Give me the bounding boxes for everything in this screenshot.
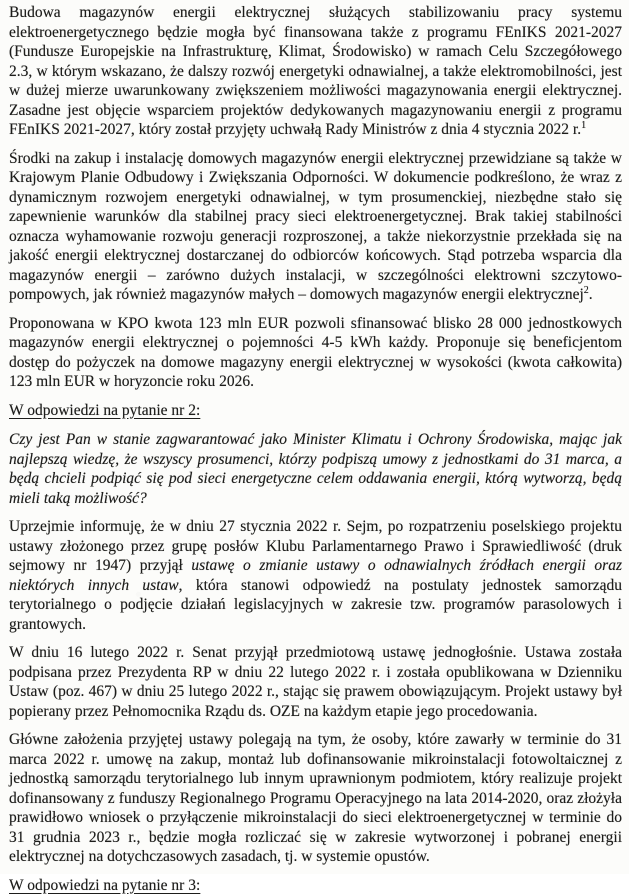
act-title-italic: ustawę o zmianie ustawy o odnawialnych źródłach energii oraz niektórych innych ustaw	[9, 557, 622, 594]
question-text: Czy jest Pan w stanie zagwarantować jako Minister Klimatu i Ochrony Środowiska, mając jak najlepszą wiedzę, że wszyscy prosumenci, którzy podpiszą umowy z jednostkami do 31 marca, a będą chcieli podpiąć się pod sieci energetyczne celem oddawania energii, którą wytworzą, będą mieli taką możliwość?	[9, 431, 622, 507]
heading-text: W odpowiedzi na pytanie nr 3:	[9, 877, 200, 894]
paragraph-act-assumptions	[9, 730, 622, 867]
paragraph-kpo-amount	[9, 314, 622, 392]
paragraph-feniks-funding	[9, 3, 622, 140]
paragraph-text: Proponowana w KPO kwota 123 mln EUR pozwoli sfinansować blisko 28 000 jednostkowych magazynów energii elektrycznej o pojemności 4-5 kWh każdy. Proponuje się beneficjentom dostęp do pożyczek na domowe magazyny energii elektrycznej w wysokości (kwota całkowita) 123 mln EUR w horyzoncie roku 2026.	[9, 315, 622, 391]
paragraph-senat-signing	[9, 643, 622, 721]
footnote-ref-2: 2	[584, 285, 589, 296]
paragraph-text-after-footnote: .	[589, 286, 593, 303]
paragraph-text: Główne założenia przyjętej ustawy polegają na tym, że osoby, które zawarły w terminie do 31 marca 2022 r. umowę na zakup, montaż lub dofinansowanie mikroinstalacji fotowoltaicznej z jednostką samorządu terytorialnego lub innym uprawnionym podmiotem, który realizuje projekt dofinansowany z funduszy Regionalnego Programu Operacyjnego na lata 2014-2020, oraz złożyła prawidłowo wniosek o przyłączenie mikroinstalacji do sieci elektroenergetycznej w terminie do 31 grudnia 2023 r., będzie mogła rozliczać się w zakresie wytworzonej i pobranej energii elektrycznej na dotychczasowych zasadach, tj. w systemie opustów.	[9, 731, 622, 865]
heading-answer-question-2	[9, 401, 622, 421]
paragraph-sejm-act	[9, 517, 622, 634]
paragraph-text: W dniu 16 lutego 2022 r. Senat przyjął przedmiotową ustawę jednogłośnie. Ustawa została podpisana przez Prezydenta RP w dniu 22 lutego 2022 r. i została opublikowana w Dzienniku Ustaw (poz. 467) w dniu 25 lutego 2022 r., stając się prawem obowiązującym. Projekt ustawy był popierany przez Pełnomocnika Rządu ds. OZE na każdym etapie jego procedowania.	[9, 644, 622, 720]
footnote-ref-1: 1	[581, 120, 586, 131]
paragraph-text: Budowa magazynów energii elektrycznej służących stabilizowaniu pracy systemu elektroenergetycznego będzie mogła być finansowana także z programu FEnIKS 2021-2027 (Fundusze Europejskie na Infrastrukturę, Klimat, Środowisko) w ramach Celu Szczegółowego 2.3, w którym wskazano, że dalszy rozwój energetyki odnawialnej, a także elektromobilności, jest w dużej mierze uwarunkowany zwiększeniem możliwości magazynowania energii elektrycznej. Zasadne jest objęcie wsparciem projektów dedykowanych magazynowaniu energii z programu FEnIKS 2021-2027, który został przyjęty uchwałą Rady Ministrów z dnia 4 stycznia 2022 r.	[9, 4, 622, 138]
quoted-question-2	[9, 430, 622, 508]
paragraph-text: Uprzejmie informuję, że w dniu 27 stycznia 2022 r. Sejm, po rozpatrzeniu poselskiego projektu ustawy złożonego przez grupę posłów Klubu Parlamentarnego Prawo i Sprawiedliwość (druk sejmowy nr 1947) przyjął	[9, 518, 622, 574]
paragraph-kpo-home-storage	[9, 149, 622, 305]
paragraph-text: Środki na zakup i instalację domowych magazynów energii elektrycznej przewidziane są także w Krajowym Planie Odbudowy i Zwiększania Odporności. W dokumencie podkreślono, że wraz z dynamicznym rozwojem energetyki odnawialnej, w tym prosumenckiej, niezbędne stało się zapewnienie warunków dla stabilnej pracy sieci elektroenergetycznej. Brak takiej stabilności oznacza wyhamowanie rozwoju generacji rozproszonej, a także niekorzystnie przekłada się na jakość energii elektrycznej dostarczanej do odbiorców końcowych. Stąd potrzeba wsparcia dla magazynów energii – zarówno dużych instalacji, w szczególności elektrowni szczytowo-pompowych, jak również magazynów małych – domowych magazynów energii elektrycznej	[9, 150, 622, 304]
heading-text: W odpowiedzi na pytanie nr 2:	[9, 402, 200, 419]
paragraph-text: , która stanowi odpowiedź na postulaty jednostek samorządu terytorialnego o podjęcie działań legislacyjnych w zakresie tzw. programów parasolowych i grantowych.	[9, 577, 622, 633]
heading-answer-question-3	[9, 876, 622, 895]
